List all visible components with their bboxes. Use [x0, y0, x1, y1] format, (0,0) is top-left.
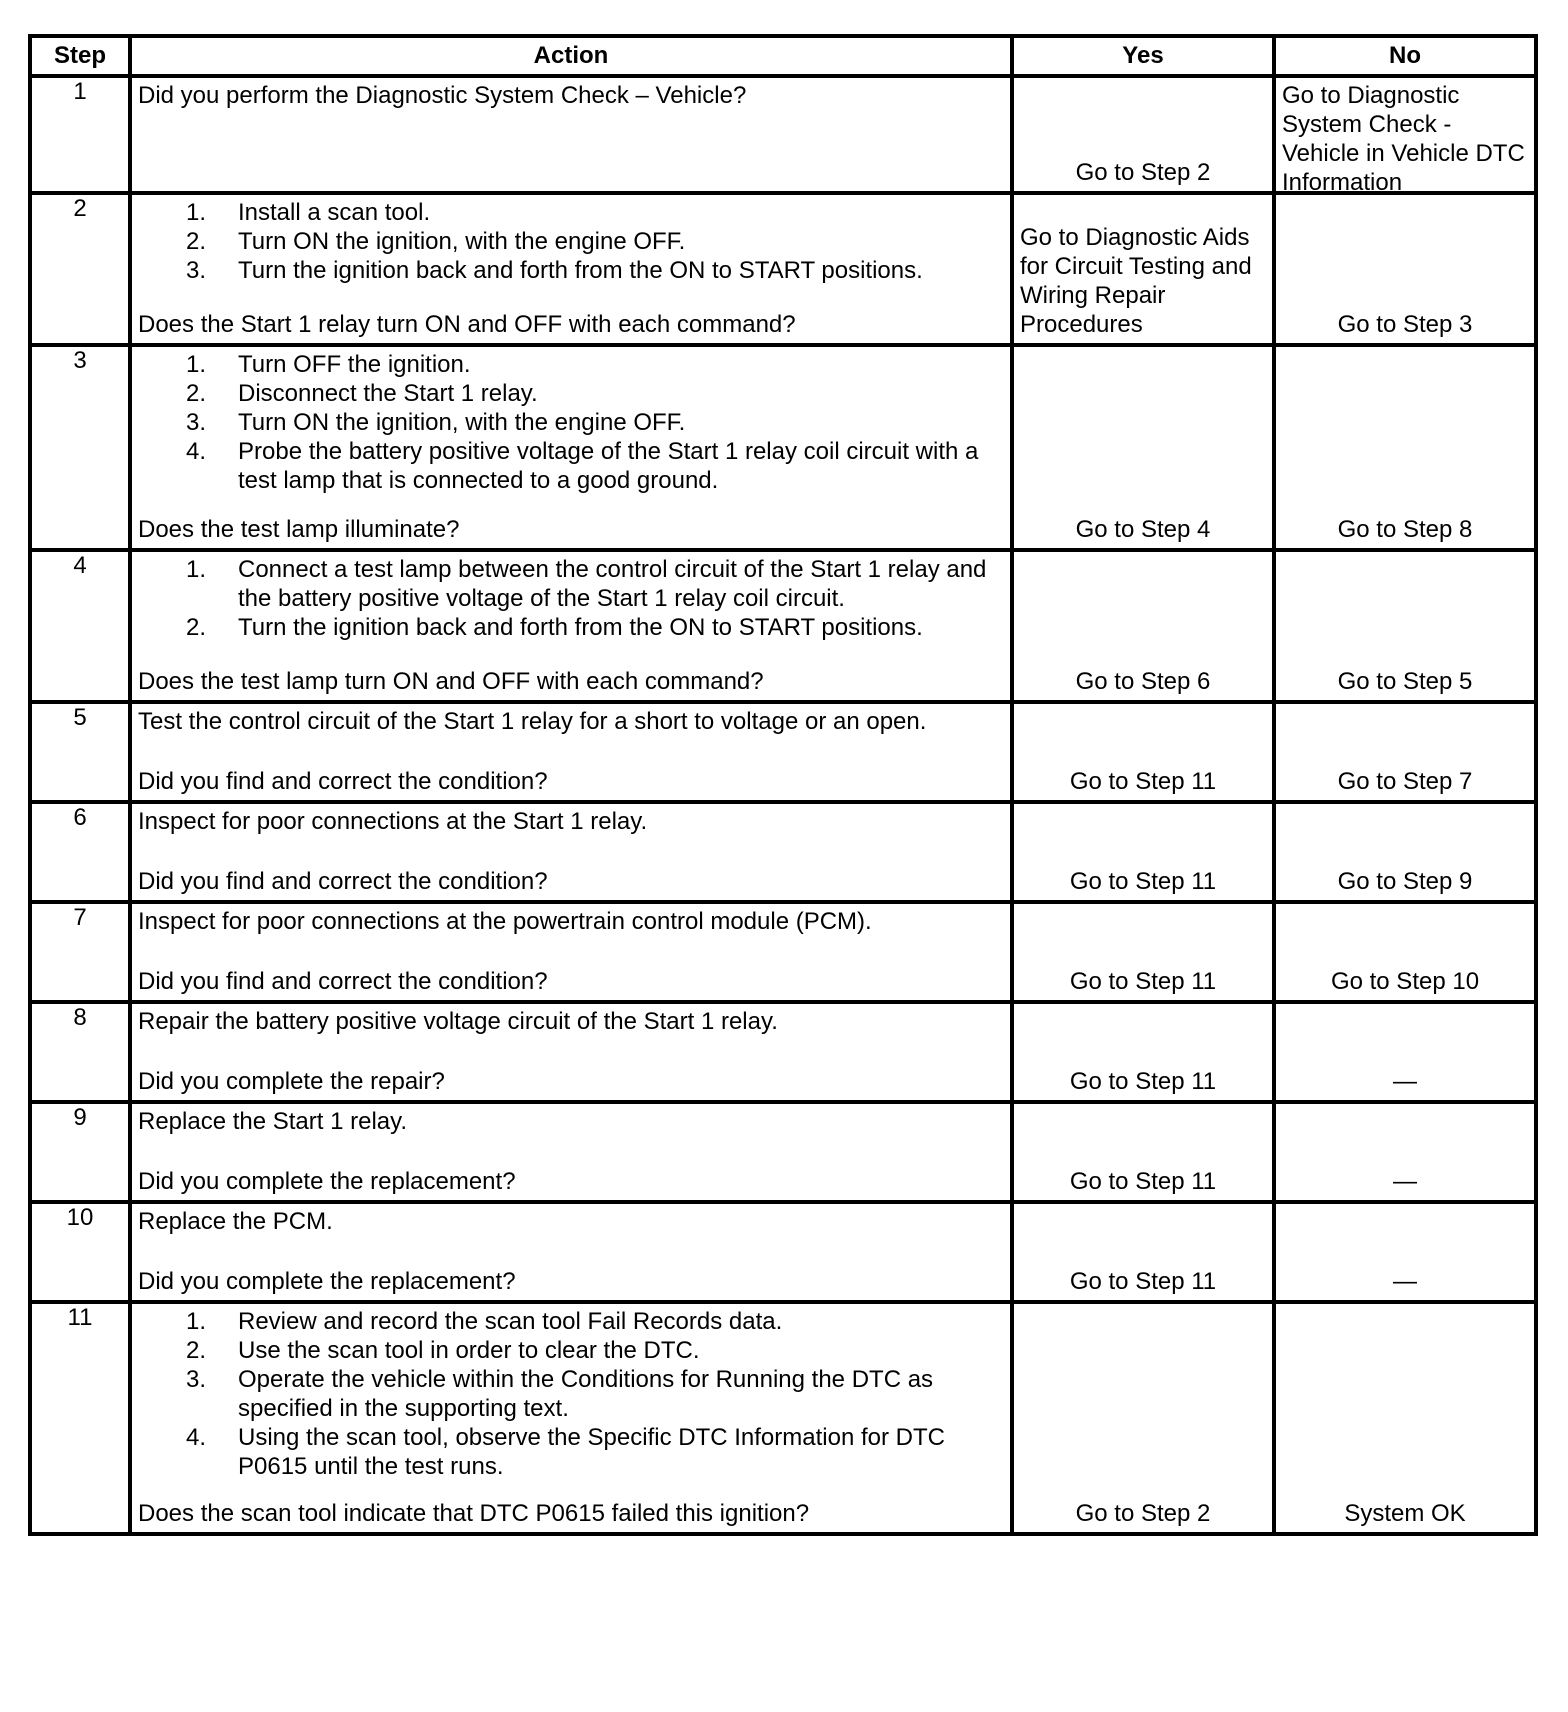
table-row	[30, 1302, 1536, 1534]
yes-result: Go to Step 11	[1069, 1168, 1217, 1195]
yes-result: Go to Step 4	[1075, 516, 1211, 543]
list-item	[138, 1307, 1004, 1336]
list-item-text: Install a scan tool.	[238, 199, 431, 226]
no-result-cell	[1274, 1102, 1536, 1202]
header-action: Action	[130, 36, 1012, 76]
list-item	[138, 198, 1004, 227]
table-row	[30, 1202, 1536, 1302]
step-number: 4	[30, 550, 130, 702]
action-instruction: Inspect for poor connections at the Start 1 relay.	[138, 808, 648, 835]
step-number: 8	[30, 1002, 130, 1102]
action-question: Does the scan tool indicate that DTC P0615 failed this ignition?	[138, 1500, 810, 1527]
yes-result-cell	[1012, 345, 1274, 550]
yes-result-cell	[1012, 193, 1274, 345]
step-number: 2	[30, 193, 130, 345]
table-row	[30, 550, 1536, 702]
list-item-text: Turn the ignition back and forth from the ON to START positions.	[238, 614, 923, 641]
action-cell	[130, 1002, 1012, 1102]
list-item-text: Probe the battery positive voltage of the Start 1 relay coil circuit with a test lamp that is connected to a good ground.	[238, 438, 979, 494]
no-result: —	[1393, 1168, 1417, 1195]
list-item-number: 1.	[185, 351, 206, 378]
no-result: —	[1393, 1268, 1417, 1295]
table-row	[30, 1002, 1536, 1102]
yes-result-cell	[1012, 1002, 1274, 1102]
yes-result-cell	[1012, 802, 1274, 902]
no-result: Go to Step 9	[1337, 868, 1473, 895]
action-question: Did you complete the repair?	[138, 1068, 445, 1095]
yes-result-cell	[1012, 1302, 1274, 1534]
no-result-cell	[1274, 345, 1536, 550]
header-step: Step	[30, 36, 130, 76]
action-question: Does the Start 1 relay turn ON and OFF with each command?	[138, 311, 796, 338]
yes-result-cell	[1012, 702, 1274, 802]
no-result-cell	[1274, 550, 1536, 702]
yes-result: Go to Step 11	[1069, 768, 1217, 795]
table-row	[30, 193, 1536, 345]
no-result: Go to Step 8	[1337, 516, 1473, 543]
action-list	[138, 555, 1004, 642]
action-cell	[130, 550, 1012, 702]
list-item-text: Operate the vehicle within the Conditions for Running the DTC as specified in the supporting text.	[238, 1366, 934, 1422]
action-cell	[130, 193, 1012, 345]
step-number: 11	[30, 1302, 130, 1534]
yes-result: Go to Step 2	[1075, 159, 1211, 186]
no-result-cell	[1274, 902, 1536, 1002]
list-item-number: 2.	[185, 228, 206, 255]
action-question: Did you find and correct the condition?	[138, 768, 548, 795]
yes-result: Go to Step 11	[1069, 968, 1217, 995]
list-item	[138, 1336, 1004, 1365]
list-item	[138, 256, 1004, 285]
no-result-cell	[1274, 76, 1536, 196]
action-cell	[130, 802, 1012, 902]
list-item-text: Turn ON the ignition, with the engine OFF.	[238, 228, 686, 255]
table-row	[30, 702, 1536, 802]
yes-result-cell	[1012, 1102, 1274, 1202]
no-result-cell	[1274, 1202, 1536, 1302]
step-number: 3	[30, 345, 130, 550]
no-result-cell	[1274, 193, 1536, 345]
list-item-text: Turn ON the ignition, with the engine OFF.	[238, 409, 686, 436]
action-cell	[130, 1102, 1012, 1202]
list-item-text: Turn the ignition back and forth from the ON to START positions.	[238, 257, 923, 284]
list-item	[138, 437, 1004, 495]
list-item-text: Disconnect the Start 1 relay.	[238, 380, 538, 407]
step-number: 6	[30, 802, 130, 902]
list-item-number: 3.	[185, 1366, 206, 1393]
list-item-text: Connect a test lamp between the control circuit of the Start 1 relay and the battery positive voltage of the Start 1 relay coil circuit.	[238, 556, 987, 612]
yes-result: Go to Step 11	[1069, 868, 1217, 895]
no-result: System OK	[1344, 1500, 1466, 1527]
table-row	[30, 345, 1536, 550]
step-number: 1	[30, 76, 130, 193]
no-result-cell	[1274, 1302, 1536, 1534]
table-row	[30, 76, 1536, 193]
yes-result-cell	[1012, 550, 1274, 702]
header-no: No	[1274, 36, 1536, 76]
action-cell	[130, 76, 1012, 193]
header-yes: Yes	[1012, 36, 1274, 76]
list-item	[138, 1365, 1004, 1423]
list-item	[138, 555, 1004, 613]
yes-result: Go to Step 11	[1069, 1268, 1217, 1295]
yes-result: Go to Step 2	[1075, 1500, 1211, 1527]
action-instruction: Replace the Start 1 relay.	[138, 1108, 408, 1135]
list-item-number: 1.	[185, 1308, 206, 1335]
action-cell	[130, 345, 1012, 550]
action-question: Does the test lamp illuminate?	[138, 516, 460, 543]
action-cell	[130, 702, 1012, 802]
no-result: —	[1393, 1068, 1417, 1095]
table-row	[30, 902, 1536, 1002]
list-item-number: 2.	[185, 614, 206, 641]
header-row	[30, 36, 1536, 76]
list-item-text: Use the scan tool in order to clear the DTC.	[238, 1337, 700, 1364]
list-item	[138, 408, 1004, 437]
yes-result: Go to Step 6	[1075, 668, 1211, 695]
yes-result-cell	[1012, 76, 1274, 193]
action-question: Did you find and correct the condition?	[138, 968, 548, 995]
list-item-number: 4.	[185, 1424, 206, 1451]
no-result: Go to Step 5	[1337, 668, 1473, 695]
yes-result: Go to Step 11	[1069, 1068, 1217, 1095]
diagnostic-table	[28, 34, 1538, 1536]
table-row	[30, 1102, 1536, 1202]
action-instruction: Did you perform the Diagnostic System Check – Vehicle?	[138, 82, 747, 109]
no-result-cell	[1274, 1002, 1536, 1102]
action-list	[138, 350, 1004, 495]
list-item-number: 3.	[185, 257, 206, 284]
action-cell	[130, 902, 1012, 1002]
no-result: Go to Step 10	[1330, 968, 1480, 995]
action-list	[138, 1307, 1004, 1481]
action-list	[138, 198, 1004, 285]
action-question: Did you complete the replacement?	[138, 1168, 516, 1195]
list-item-number: 1.	[185, 556, 206, 583]
no-result: Go to Step 3	[1337, 311, 1473, 338]
no-result-cell	[1274, 702, 1536, 802]
list-item	[138, 613, 1004, 642]
list-item	[138, 350, 1004, 379]
list-item-number: 1.	[185, 199, 206, 226]
action-instruction: Replace the PCM.	[138, 1208, 333, 1235]
list-item	[138, 227, 1004, 256]
list-item-number: 2.	[185, 380, 206, 407]
yes-result: Go to Diagnostic Aids for Circuit Testing and Wiring Repair Procedures	[1020, 224, 1252, 338]
list-item-number: 4.	[185, 438, 206, 465]
yes-result-cell	[1012, 1202, 1274, 1302]
no-result: Go to Diagnostic System Check - Vehicle in Vehicle DTC Information	[1282, 82, 1525, 196]
step-number: 9	[30, 1102, 130, 1202]
action-instruction: Inspect for poor connections at the powertrain control module (PCM).	[138, 908, 872, 935]
list-item-text: Review and record the scan tool Fail Records data.	[238, 1308, 783, 1335]
no-result: Go to Step 7	[1337, 768, 1473, 795]
table-row	[30, 802, 1536, 902]
yes-result-cell	[1012, 902, 1274, 1002]
action-question: Did you complete the replacement?	[138, 1268, 516, 1295]
step-number: 10	[30, 1202, 130, 1302]
action-instruction: Repair the battery positive voltage circuit of the Start 1 relay.	[138, 1008, 778, 1035]
action-cell	[130, 1202, 1012, 1302]
action-cell	[130, 1302, 1012, 1534]
list-item-number: 2.	[185, 1337, 206, 1364]
list-item-text: Using the scan tool, observe the Specific DTC Information for DTC P0615 until the test runs.	[238, 1424, 945, 1480]
list-item	[138, 1423, 1004, 1481]
list-item-number: 3.	[185, 409, 206, 436]
step-number: 5	[30, 702, 130, 802]
action-instruction: Test the control circuit of the Start 1 relay for a short to voltage or an open.	[138, 708, 927, 735]
action-question: Does the test lamp turn ON and OFF with each command?	[138, 668, 764, 695]
list-item-text: Turn OFF the ignition.	[238, 351, 471, 378]
no-result-cell	[1274, 802, 1536, 902]
list-item	[138, 379, 1004, 408]
action-question: Did you find and correct the condition?	[138, 868, 548, 895]
step-number: 7	[30, 902, 130, 1002]
